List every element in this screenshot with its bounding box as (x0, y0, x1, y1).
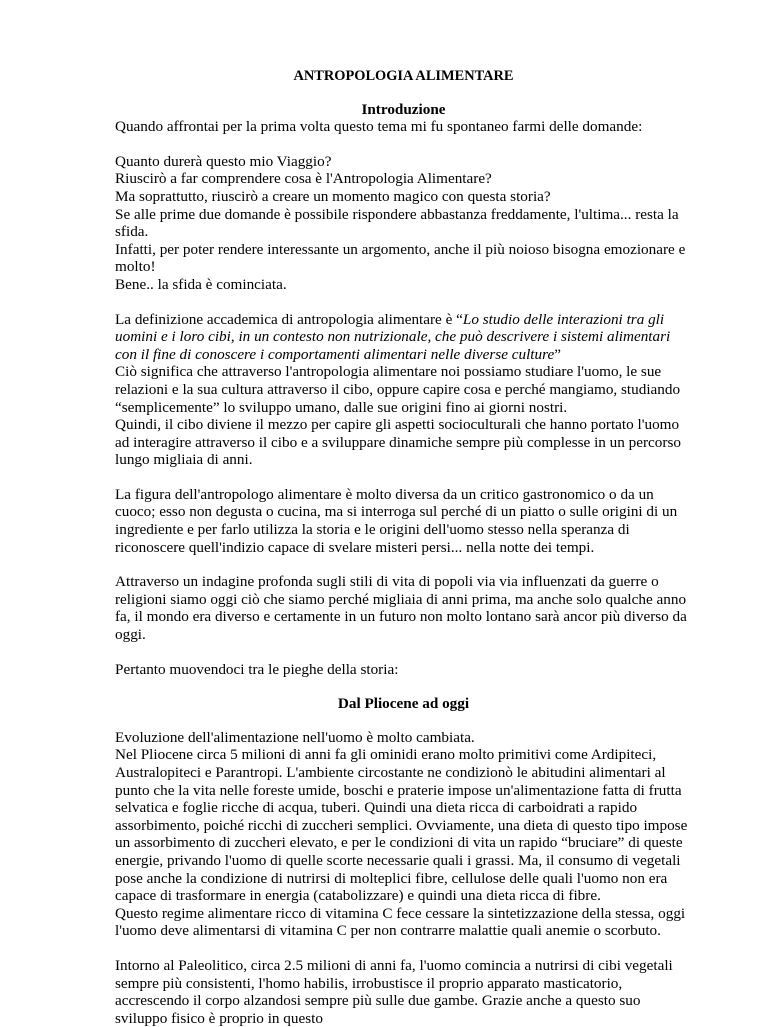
intro-heading: Introduzione (361, 100, 446, 118)
questions-paragraph (115, 153, 692, 294)
evolution-line: Nel Pliocene circa 5 milioni di anni fa gli ominidi erano molto primitivi come Ardipiteci, Australopiteci e Parantropi. L'ambiente circostante ne condizionò le abitudini alimentari al punto che la vita nelle foreste umide, boschi e praterie impose un'alimentazione fatta di frutta selvatica e foglie ricche di acqua, tuberi. Quindi una dieta ricca di carboidrati a rapido assorbimento, poiché ricchi di zuccheri semplici. Ovviamente, una dieta di questo tipo impose un assorbimento di zuccheri elevato, e per le condizioni di vita un rapido “bruciare” di queste energie, privando l'uomo di quelle scorte necessarie quali i grassi. Ma, il consumo di vegetali pose anche la condizione di nutrirsi di molteplici fibre, cellulose delle quali l'uomo non era capace di trasformare in energia (catabolizzare) e quindi una dieta ricca di fibre. (115, 746, 688, 905)
question-line: Quanto durerà questo mio Viaggio? (115, 152, 332, 170)
transition-paragraph: Pertanto muovendoci tra le pieghe della storia: (115, 660, 399, 678)
section-heading: Dal Pliocene ad oggi (337, 695, 470, 713)
question-line: Infatti, per poter rendere interessante un argomento, anche il più noioso bisogna emozionare e molto! (115, 240, 686, 276)
definition-intro: La definizione accademica di antropologia alimentare è “ (115, 310, 463, 328)
document-title: ANTROPOLOGIA ALIMENTARE (293, 68, 514, 84)
anthropologist-paragraph: La figura dell'antropologo alimentare è molto diversa da un critico gastronomico o da un cuoco; esso non degusta o cucina, ma si interroga sul perché di un piatto o sulle origini di un ingrediente e per farlo utilizza la storia e le origini dell'uomo stesso nella speranza di riconoscere quell'indizio capace di svelare misteri persi... nella notte dei tempi. (115, 485, 678, 556)
definition-quote: Lo studio delle interazioni tra gli uomini e i loro cibi, in un contesto non nutrizionale, che può descrivere i sistemi alimentari con il fine di conoscere i comportamenti alimentari nelle diverse culture (115, 310, 671, 363)
evolution-line: Questo regime alimentare ricco di vitamina C fece cessare la sintetizzazione della stessa, oggi l'uomo deve alimentarsi di vitamina C per non contrarre malattie quali anemie o scorbuto. (115, 904, 686, 940)
paleolithic-paragraph: Intorno al Paleolitico, circa 2.5 milioni di anni fa, l'uomo comincia a nutrirsi di cibi vegetali sempre più consistenti, l'homo habilis, irrobustisce il proprio apparato masticatorio, accrescendo il corpo alzandosi sempre più sulle due gambe. Grazie anche a questo suo sviluppo fisico è proprio in questo (115, 956, 673, 1027)
question-line: Ma soprattutto, riuscirò a creare un momento magico con questa storia? (115, 187, 551, 205)
definition-paragraph (115, 311, 692, 469)
evolution-paragraph (115, 729, 692, 940)
definition-conclusion: Quindi, il cibo diviene il mezzo per capire gli aspetti socioculturali che hanno portato l'uomo ad interagire attraverso il cibo e a sviluppare dinamiche sempre più complesse in un percorso lungo migliaia di anni. (115, 416, 681, 469)
question-line: Se alle prime due domande è possibile rispondere abbastanza freddamente, l'ultima... resta la sfida. (115, 205, 679, 241)
definition-close: ” (554, 345, 561, 363)
investigation-paragraph: Attraverso un indagine profonda sugli stili di vita di popoli via via influenzati da guerre o religioni siamo oggi ciò che siamo perché migliaia di anni prima, ma anche solo qualche anno fa, il mondo era diverso e certamente in un futuro non molto lontano sarà ancor più diverso da oggi. (115, 573, 687, 644)
evolution-line: Evoluzione dell'alimentazione nell'uomo è molto cambiata. (115, 728, 475, 746)
definition-meaning: Ciò significa che attraverso l'antropologia alimentare noi possiamo studiare l'uomo, le sue relazioni e la sua cultura attraverso il cibo, oppure capire cosa e perché mangiamo, studiando “semplicemente” lo sviluppo umano, dalle sue origini fino ai giorni nostri. (115, 363, 681, 416)
question-line: Riuscirò a far comprendere cosa è l'Antropologia Alimentare? (115, 170, 492, 188)
question-line: Bene.. la sfida è cominciata. (115, 275, 287, 293)
intro-paragraph: Quando affrontai per la prima volta questo tema mi fu spontaneo farmi delle domande: (115, 118, 643, 136)
definition-line (115, 311, 692, 364)
